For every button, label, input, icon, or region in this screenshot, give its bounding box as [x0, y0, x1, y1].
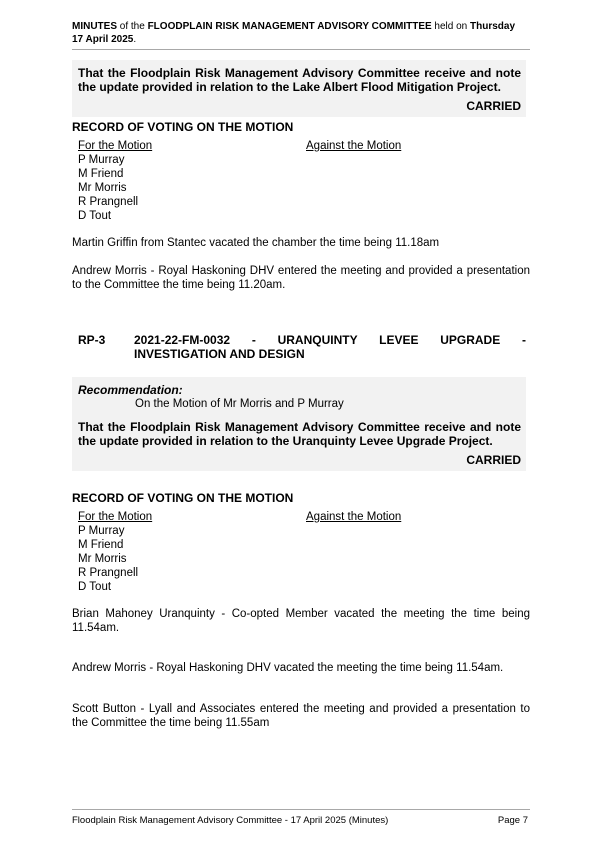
agenda-item-title-line2: INVESTIGATION AND DESIGN — [134, 347, 305, 361]
footer-rule — [72, 809, 530, 810]
voter-name: R Prangnell — [78, 567, 139, 579]
voter-name: R Prangnell — [78, 196, 139, 208]
header-rule — [72, 49, 530, 50]
page-number: Page 7 — [497, 815, 528, 826]
resolution-box-1 — [72, 60, 526, 117]
voter-name: P Murray — [78, 154, 125, 166]
voter-name: P Murray — [78, 525, 125, 537]
header-date: 17 April 2025 — [72, 34, 134, 45]
agenda-item-title — [134, 333, 526, 361]
voter-name: M Friend — [78, 168, 124, 180]
for-motion-list-2 — [78, 524, 138, 594]
agenda-item-number: RP-3 — [78, 333, 106, 347]
voter-name: Mr Morris — [78, 553, 127, 565]
resolution-text-2: That the Floodplain Risk Management Advisory Committee receive and note the update provided in relation to the Uranquinty Levee Upgrade Project. — [78, 420, 521, 448]
carried-label-1: CARRIED — [466, 99, 521, 113]
carried-label-2: CARRIED — [466, 453, 521, 467]
meeting-note: Scott Button - Lyall and Associates entered the meeting and provided a presentation to the Committee the time being 11.55am — [72, 703, 530, 729]
for-motion-list-1 — [78, 153, 138, 223]
for-motion-header-1: For the Motion — [78, 140, 153, 152]
for-motion-header-2: For the Motion — [78, 511, 153, 523]
recommendation-mover: On the Motion of Mr Morris and P Murray — [135, 398, 344, 410]
agenda-item-title-line1: 2021-22-FM-0032 - URANQUINTY LEVEE UPGRADE - — [134, 333, 526, 347]
resolution-text-1: That the Floodplain Risk Management Advisory Committee receive and note the update provided in relation to the Lake Albert Flood Mitigation Project. — [78, 66, 521, 94]
header-date-end: . — [133, 34, 137, 45]
header-committee: FLOODPLAIN RISK MANAGEMENT ADVISORY COMMITTEE — [147, 21, 432, 32]
meeting-note: Andrew Morris - Royal Haskoning DHV vacated the meeting the time being 11.54am. — [72, 662, 504, 674]
against-motion-header-1: Against the Motion — [306, 140, 402, 152]
against-motion-header-2: Against the Motion — [306, 511, 402, 523]
footer-title: Floodplain Risk Management Advisory Committee - 17 April 2025 (Minutes) — [72, 815, 389, 826]
page-header — [72, 20, 532, 46]
header-held-on: held on — [431, 21, 471, 32]
meeting-note: Andrew Morris - Royal Haskoning DHV entered the meeting and provided a presentation to the Committee the time being 11.20am. — [72, 265, 530, 291]
header-day: Thursday — [470, 21, 516, 32]
voter-name: D Tout — [78, 581, 112, 593]
meeting-note: Brian Mahoney Uranquinty - Co-opted Member vacated the meeting the time being 11.54am. — [72, 608, 530, 634]
recommendation-heading: Recommendation: — [78, 383, 183, 397]
voter-name: D Tout — [78, 210, 112, 222]
header-minutes: MINUTES — [72, 21, 117, 32]
meeting-note: Martin Griffin from Stantec vacated the chamber the time being 11.18am — [72, 237, 440, 249]
header-of-the: of the — [117, 21, 148, 32]
voter-name: M Friend — [78, 539, 124, 551]
voter-name: Mr Morris — [78, 182, 127, 194]
voting-heading-1: RECORD OF VOTING ON THE MOTION — [72, 120, 294, 134]
resolution-box-2 — [72, 377, 526, 471]
voting-heading-2: RECORD OF VOTING ON THE MOTION — [72, 491, 294, 505]
